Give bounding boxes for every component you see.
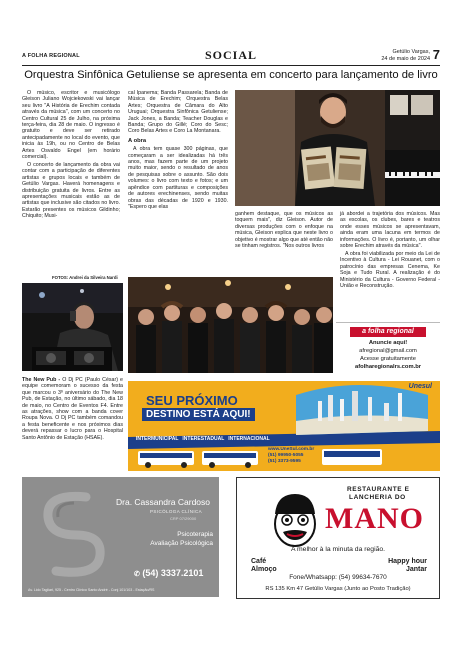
- newpub-paragraph: [22, 377, 123, 441]
- restaurant-tagline: A melhor à la minuta da região.: [290, 546, 386, 553]
- restaurant-services-left: [251, 558, 277, 574]
- article-column-1: [22, 90, 120, 221]
- psychologist-crp: CRP 07/29000: [170, 516, 197, 521]
- page-number: 7: [432, 47, 440, 62]
- header-rule: [22, 65, 440, 66]
- unesul-logo: Unesul: [408, 383, 432, 390]
- psychologist-ad[interactable]: [22, 477, 219, 597]
- regional-ad-box: [336, 322, 440, 374]
- restaurant-service: Happy hour: [388, 558, 427, 565]
- group-photo-art: [128, 277, 333, 373]
- restaurant-phone: Fone/Whatsapp: (54) 99634-7670: [289, 574, 387, 581]
- article-headline: Orquestra Sinfônica Getuliense se apresenta em concerto para lançamento de livro: [24, 69, 438, 81]
- article-column-2: [128, 90, 228, 212]
- unesul-service: INTERNACIONAL: [228, 436, 270, 442]
- restaurant-name-line-1: RESTAURANTE E: [347, 486, 410, 493]
- article-paragraph: A obra tem quase 300 páginas, que começaram a ser idealizadas há três anos, mas fazem parte de um projeto muito maior, sendo o resultado de anos de pesquisas sobre o assunto. São dois volumes: o livro com texto e fotos; e um apêndice com partituras e composições de autores erechinenses, sendo muitas obras das décadas de 1920 e 1930. "Espero que elas: [128, 146, 228, 210]
- psychologist-phone: [134, 568, 203, 578]
- unesul-headline-2: DESTINO ESTÁ AQUI!: [142, 408, 255, 421]
- psychologist-logo-icon: [26, 483, 116, 583]
- psychologist-service-1: Psicoterapia: [177, 531, 213, 538]
- unesul-ad[interactable]: [128, 381, 440, 471]
- regional-email[interactable]: afregional@gmail.com: [359, 348, 417, 354]
- issue-date: [381, 49, 430, 62]
- restaurant-address: RS 135 Km 47 Getúlio Vargas (Junto ao Posto Tradição): [265, 586, 411, 592]
- unesul-phone-2: (51) 3373-9595: [268, 459, 301, 464]
- article-paragraph: já abordei a trajetória dos músicos. Mas as escolas, os clubes, bares e teatros onde esses músicos se apresentavam, ainda eram uma lacuna em termos de informações. O livro é, portanto, um olhar sobre Erechim através da música".: [340, 211, 440, 250]
- photo-credit: FOTOS: Andrei da Silveira Nardi: [52, 275, 118, 280]
- phone-icon: ✆: [134, 571, 140, 578]
- article-paragraph: O músico, escritor e musicólogo Gleison Juliano Wojciekowski vai lançar seu livro "A História de Erechim contada através da música", com um concerto no Centro Cultural 25 de Julho, na próxima terça-feira, dia 28 de maio. O ingresso é gratuito e deve ser retirado antecipadamente no local do evento, que inicia às 19h, ou no Centro de Belas Artes Osvaldo Engel (em horário comercial).: [22, 90, 120, 161]
- unesul-service: INTERMUNICIPAL: [136, 436, 179, 442]
- group-photo: [128, 277, 333, 373]
- psychologist-title: PSICÓLOGA CLÍNICA: [150, 509, 203, 514]
- dj-photo-art: [22, 283, 123, 371]
- regional-cta: Anuncie aqui!: [368, 340, 408, 346]
- unesul-headline-1: SEU PRÓXIMO: [146, 393, 238, 408]
- restaurant-ad[interactable]: [236, 477, 440, 599]
- article-paragraph: cal Ipanema; Banda Passarela; Banda de Música de Erechim; Orquestra Belas Artes; Orquestra de Câmara do Alto Uruguai; Orquestra Sinfônica Getuliense; Jack Jones, a Banda; Teacher Douglas e Banda; Grupo do Gillé; Coro do Sesc; Coro Belas Artes e Coro La Montanara.: [128, 90, 228, 135]
- page-header: [22, 47, 440, 64]
- restaurant-service: Almoço: [251, 566, 277, 573]
- unesul-contacts: [268, 447, 314, 465]
- publication-name: A FOLHA REGIONAL: [22, 53, 80, 59]
- dj-photo: [22, 283, 123, 371]
- unesul-service: INTERESTADUAL: [182, 436, 225, 442]
- newpub-title: The New Pub -: [22, 377, 63, 383]
- article-paragraph: A obra foi viabilizada por meio da Lei de Incentivo à Cultura - Lei Rouanet, com o patrocínio das empresas Cenema, Ke Soja e Tudo Rural. A realização é do Ministério da Cultura - Governo Federal - União e Reconstrução.: [340, 250, 440, 289]
- author-photo: [235, 90, 440, 206]
- article-paragraph: ganhem destaque, que os músicos as toquem mais", diz Gleison. Autor de diversas produções com o enfoque na música, Gleison explica que neste livro o objetivo é mostrar algo que até então não se tinham registros. "Nos outros livros: [235, 211, 333, 250]
- psychologist-name: Dra. Cassandra Cardoso: [116, 497, 211, 507]
- restaurant-service: Café: [251, 558, 267, 565]
- restaurant-service: Jantar: [405, 566, 427, 573]
- unesul-phone-1: (51) 99950-5055: [268, 453, 304, 458]
- restaurant-services-right: [388, 558, 427, 574]
- unesul-website[interactable]: www.UneSul.com.br: [268, 447, 315, 452]
- section-title: SOCIAL: [204, 48, 257, 62]
- psychologist-phone-number: (54) 3337.2101: [142, 568, 204, 578]
- psychologist-service-2: Avaliação Psicológica: [150, 540, 213, 547]
- regional-website[interactable]: afolharegionalrs.com.br: [354, 364, 422, 370]
- restaurant-brand: MANO: [325, 502, 424, 535]
- unesul-services: [136, 436, 336, 442]
- issue-city: Getúlio Vargas,: [392, 49, 430, 55]
- regional-access-text: Acesse gratuitamente: [359, 356, 417, 362]
- restaurant-name-line-2: LANCHERIA DO: [349, 494, 406, 501]
- newpub-text: O Dj PC (Paulo César) e equipe comemoram o sucesso da festa que marcou o 3º aniversário do The New Pub, de Estação, no último sábado, dia 18 de maio, no Centro de Eventos F4. Entre as atrações, show com a banda cover Roupa Nova. O Dj PC também comandou a festa beneficente e nos próximos dias deverá repassar o lucro para o Hospital Santo Antônio de Estação (HSAE).: [22, 377, 123, 441]
- article-column-4: [340, 211, 440, 291]
- article-paragraph: O concerto de lançamento da obra vai contar com a participação de diferentes artistas e grupos locais e também de Getúlio Vargas. Haverá homenagens e distribuição gratuita de livros. Entre as apresentações musicais estão as de artistas que inclusive são citados no livro. Estarão presentes os músicos Gildinho; Chiquito; Musi-: [22, 161, 120, 220]
- psychologist-address: Av. Lido Tagliari, 925 - Centro Clínico Santo André - Conj 101/103 - Estação/RS: [28, 588, 155, 592]
- author-photo-art: [235, 90, 440, 206]
- article-column-3: [235, 211, 333, 251]
- newpub-caption: [22, 377, 123, 443]
- article-subhead: A obra: [128, 137, 147, 144]
- issue-date-text: 24 de maio de 2024: [381, 55, 430, 62]
- regional-logo: a folha regional: [350, 327, 426, 337]
- chef-mascot-icon: [269, 488, 321, 550]
